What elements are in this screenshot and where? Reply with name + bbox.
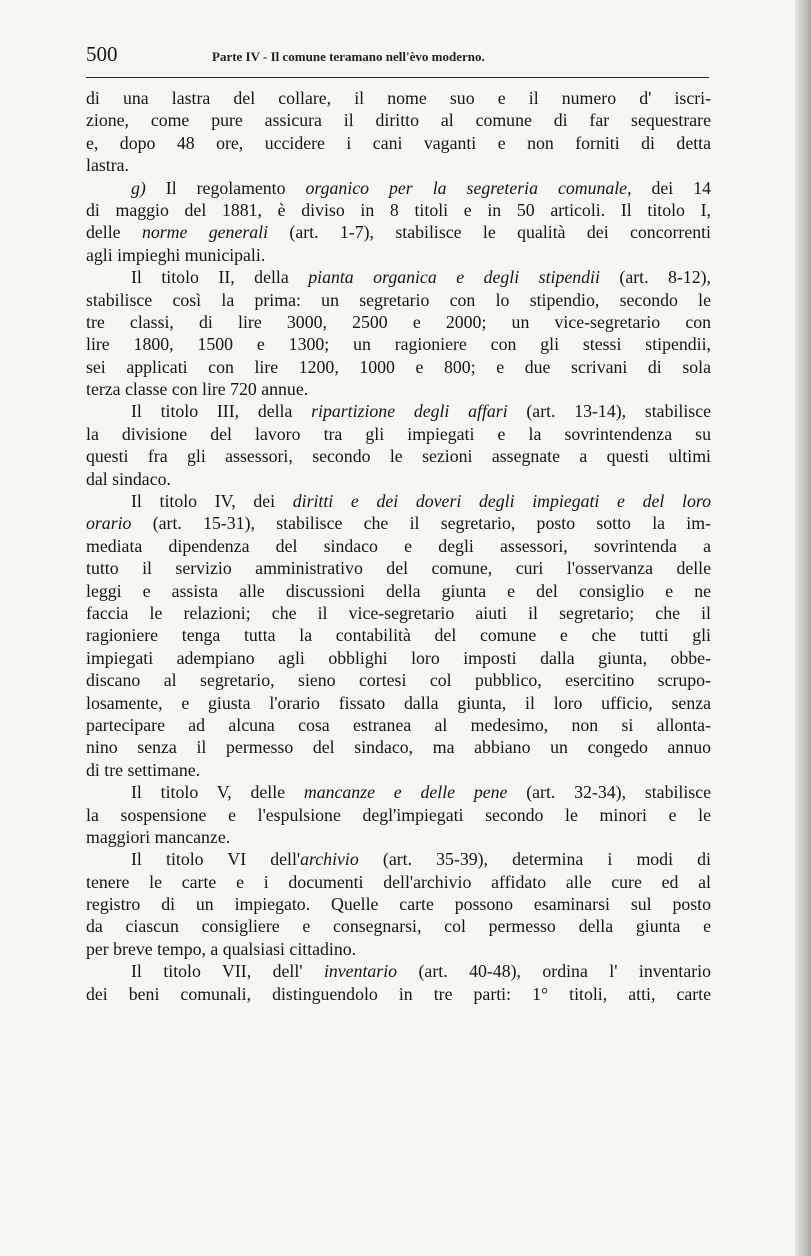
italic-title: archivio [300,849,359,870]
text-line [86,960,711,982]
page-edge-shadow [795,0,811,1256]
text-segment: (art. 15-31), stabilisce che il segretario, posto sotto la im- [131,513,711,534]
text-line [86,781,711,803]
text-segment: (art. 40-48), ordina l' inventario [397,961,712,982]
italic-title: diritti e dei doveri degli impiegati e del loro [292,491,711,512]
text-line: terza classe con lire 720 annue. [86,379,309,400]
text-line: dei beni comunali, distinguendolo in tre parti: 1° titoli, atti, carte [86,983,711,1004]
running-head: Parte IV - Il comune teramano nell'èvo moderno. [212,49,485,64]
text-line: di una lastra del collare, il nome suo e il numero d' iscri- [86,88,711,108]
italic-title: inventario [323,961,398,982]
italic-title: norme generali [141,222,269,243]
text-line: stabilisce così la prima: un segretario con lo stipendio, secondo le [86,289,711,310]
header-rule [86,77,709,78]
text-segment: Il titolo VII, dell' [131,961,324,982]
text-segment: (art. 35-39), determina i modi di [358,849,711,870]
text-segment: Il titolo V, delle [131,782,304,803]
text-line: leggi e assista alle discussioni della giunta e del consiglio e ne [86,580,711,601]
text-segment: delle [86,222,142,243]
text-line: la sospensione e l'espulsione degl'impiegati secondo le minori e le [86,804,711,825]
text-line: sei applicati con lire 1200, 1000 e 800; e due scrivani di sola [86,356,711,377]
italic-title: organico per la segreteria comunale [305,177,628,198]
italic-title: mancanze e delle pene [303,782,508,803]
text-line: la divisione del lavoro tra gli impiegati e la sovrintendenza su [86,423,711,444]
text-line: di maggio del 1881, è diviso in 8 titoli e in 50 articoli. Il titolo I, [86,199,711,220]
text-segment: (art. 13-14), stabilisce [507,401,711,422]
item-letter: g) [131,177,146,198]
text-line: maggiori mancanze. [86,826,231,847]
page-header [86,42,706,72]
text-line: discano al segretario, sieno cortesi col pubblico, esercitino scrupo- [86,670,711,691]
text-segment: (art. 1-7), stabilisce le qualità dei concorrenti [268,222,711,243]
text-line: partecipare ad alcuna cosa estranea al medesimo, non si allonta- [86,714,711,735]
text-line: tutto il servizio amministrativo del comune, curi l'osservanza delle [86,558,711,579]
text-segment: Il titolo II, della [131,267,309,288]
italic-title: orario [86,513,132,534]
text-line: registro di un impiegato. Quelle carte possono esaminarsi sul posto [86,894,711,915]
text-line: tenere le carte e i documenti dell'archivio affidato alle cure ed al [86,871,711,892]
text-line [86,266,711,288]
text-line: per breve tempo, a qualsiasi cittadino. [86,938,357,959]
text-segment: Il titolo VI dell' [131,849,301,870]
text-line [86,221,711,243]
text-line: lastra. [86,155,129,176]
text-line [86,400,711,422]
text-segment: Il titolo IV, dei [131,491,293,512]
text-line: e, dopo 48 ore, uccidere i cani vaganti e non forniti di detta [86,132,711,153]
text-line: faccia le relazioni; che il vice-segretario aiuti il segretario; che il [86,602,711,623]
text-segment: Il titolo III, della [131,401,312,422]
text-segment: , dei 14 [627,177,711,198]
text-line: nino senza il permesso del sindaco, ma abbiano un congedo annuo [86,737,711,758]
italic-title: ripartizione degli affari [311,401,508,422]
italic-title: pianta organica e degli stipendii [308,267,600,288]
text-line: da ciascun consigliere e consegnarsi, col permesso della giunta e [86,916,711,937]
text-segment: Il regolamento [145,177,306,198]
text-line: di tre settimane. [86,759,201,780]
text-line: agli impieghi municipali. [86,244,266,265]
text-line: ragioniere tenga tutta la contabilità del comune e che tutti gli [86,625,711,646]
page-number: 500 [86,42,118,66]
text-line: mediata dipendenza del sindaco e degli assessori, sovrintenda a [86,535,711,556]
text-line [86,512,711,534]
text-line: questi fra gli assessori, secondo le sezioni assegnate a questi ultimi [86,446,711,467]
body-text [86,87,711,1005]
text-line: losamente, e giusta l'orario fissato dalla giunta, il loro ufficio, senza [86,692,711,713]
text-segment: (art. 32-34), stabilisce [507,782,711,803]
text-line [86,177,711,199]
text-line [86,848,711,870]
text-line: impiegati adempiano agli obblighi loro imposti dalla giunta, obbe- [86,647,711,668]
text-line [86,490,711,512]
text-line: dal sindaco. [86,468,171,489]
text-line: zione, come pure assicura il diritto al comune di far sequestrare [86,110,711,131]
text-line: tre classi, di lire 3000, 2500 e 2000; un vice-segretario con [86,311,711,332]
text-segment: (art. 8-12), [599,267,711,288]
text-line: lire 1800, 1500 e 1300; un ragioniere con gli stessi stipendii, [86,334,711,355]
